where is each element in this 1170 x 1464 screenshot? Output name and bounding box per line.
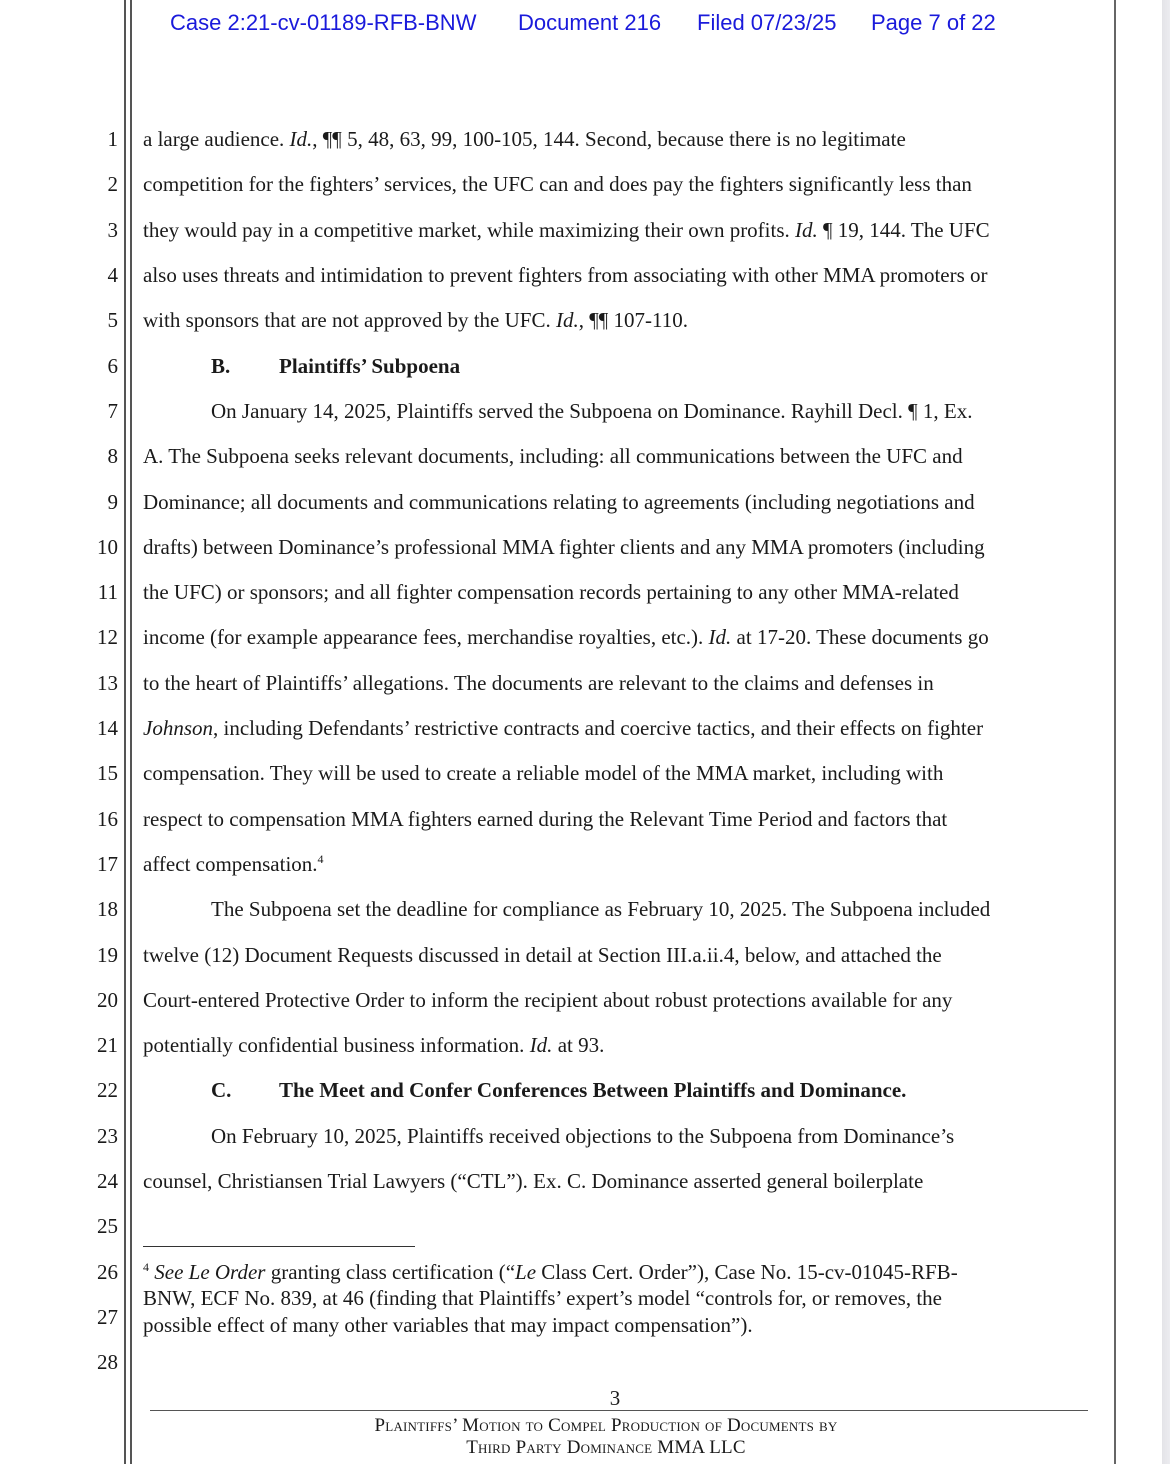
text-line: respect to compensation MMA fighters earned during the Relevant Time Period and factors that bbox=[143, 807, 948, 831]
footer-title-line1: Plaintiffs’ Motion to Compel Production of Documents by bbox=[374, 1415, 838, 1436]
line-number: 24 bbox=[97, 1169, 118, 1193]
document-number: Document 216 bbox=[518, 10, 662, 35]
section-heading-c: C. The Meet and Confer Conferences Between Plaintiffs and Dominance. bbox=[211, 1078, 907, 1102]
text-line: counsel, Christiansen Trial Lawyers (“CTL”). Ex. C. Dominance asserted general boilerplate bbox=[143, 1169, 924, 1193]
text-line: also uses threats and intimidation to prevent fighters from associating with other MMA promoters or bbox=[143, 263, 988, 287]
text-line: the UFC) or sponsors; and all fighter compensation records pertaining to any other MMA-related bbox=[143, 580, 959, 604]
text-line: A. The Subpoena seeks relevant documents, including: all communications between the UFC and bbox=[143, 444, 963, 468]
line-number: 17 bbox=[97, 852, 118, 876]
line-number: 25 bbox=[97, 1214, 118, 1238]
line-number: 21 bbox=[97, 1033, 118, 1057]
line-number: 18 bbox=[97, 897, 118, 921]
line-number: 11 bbox=[97, 580, 118, 604]
footnote-line: BNW, ECF No. 839, at 46 (finding that Plaintiffs’ expert’s model “controls for, or removes, the bbox=[143, 1286, 942, 1310]
text-line: to the heart of Plaintiffs’ allegations. The documents are relevant to the claims and defenses in bbox=[143, 671, 934, 695]
text-line: potentially confidential business information. Id. at 93. bbox=[143, 1033, 605, 1057]
viewer-edge bbox=[1162, 0, 1170, 1464]
text-line: income (for example appearance fees, merchandise royalties, etc.). Id. at 17-20. These documents go bbox=[143, 625, 989, 649]
text-line: Court-entered Protective Order to inform the recipient about robust protections available for any bbox=[143, 988, 953, 1012]
line-number: 22 bbox=[97, 1078, 118, 1102]
line-number: 5 bbox=[107, 308, 118, 332]
line-number: 20 bbox=[97, 988, 118, 1012]
right-margin-rule bbox=[1114, 0, 1116, 1464]
line-number: 15 bbox=[97, 761, 118, 785]
case-number: Case 2:21-cv-01189-RFB-BNW bbox=[170, 10, 477, 35]
line-number: 26 bbox=[97, 1260, 118, 1284]
line-number: 19 bbox=[97, 943, 118, 967]
line-number: 16 bbox=[97, 807, 118, 831]
text-line: On January 14, 2025, Plaintiffs served the Subpoena on Dominance. Rayhill Decl. ¶ 1, Ex. bbox=[211, 399, 973, 423]
text-line: Dominance; all documents and communications relating to agreements (including negotiations and bbox=[143, 490, 975, 514]
line-number: 1 bbox=[107, 127, 118, 151]
line-number: 6 bbox=[107, 354, 118, 378]
line-number: 2 bbox=[107, 172, 118, 196]
line-number: 23 bbox=[97, 1124, 118, 1148]
footnote-line: $^4$ See Le Order granting class certification (“Le Class Cert. Order”), Case No. 15-cv-01045-RFB- bbox=[143, 1260, 958, 1284]
footnote-ref[interactable]: 4 bbox=[317, 852, 324, 866]
line-number: 14 bbox=[97, 716, 118, 740]
page-number: 3 bbox=[609, 1386, 621, 1410]
text-line: compensation. They will be used to create a reliable model of the MMA market, including with bbox=[143, 761, 944, 785]
line-number: 13 bbox=[97, 671, 118, 695]
text-line: affect compensation.$^4$ bbox=[143, 852, 324, 876]
page-indicator: Page 7 of 22 bbox=[871, 10, 996, 35]
text-line: On February 10, 2025, Plaintiffs received objections to the Subpoena from Dominance’s bbox=[211, 1124, 955, 1148]
left-margin-rule bbox=[124, 0, 126, 1464]
text-line: drafts) between Dominance’s professional MMA fighter clients and any MMA promoters (including bbox=[143, 535, 985, 559]
footer-title-line2: Third Party Dominance MMA LLC bbox=[466, 1437, 746, 1458]
filed-date: Filed 07/23/25 bbox=[697, 10, 837, 35]
text-line: competition for the fighters’ services, the UFC can and does pay the fighters significantly less than bbox=[143, 172, 972, 196]
text-line: The Subpoena set the deadline for compliance as February 10, 2025. The Subpoena included bbox=[211, 897, 991, 921]
line-number: 9 bbox=[107, 490, 118, 514]
line-number: 7 bbox=[107, 399, 118, 423]
text-line: twelve (12) Document Requests discussed in detail at Section III.a.ii.4, below, and attached the bbox=[143, 943, 942, 967]
line-number: 10 bbox=[97, 535, 118, 559]
line-number: 12 bbox=[97, 625, 118, 649]
line-number: 3 bbox=[107, 218, 118, 242]
left-margin-rule-inner bbox=[130, 0, 132, 1464]
footnote-line: possible effect of many other variables that may impact compensation”). bbox=[143, 1313, 753, 1337]
section-heading-b: B. Plaintiffs’ Subpoena bbox=[211, 354, 461, 378]
text-line: they would pay in a competitive market, while maximizing their own profits. Id. ¶ 19, 144. The UFC bbox=[143, 218, 990, 242]
footnote-separator bbox=[143, 1246, 415, 1247]
text-line: a large audience. Id., ¶¶ 5, 48, 63, 99, 100-105, 144. Second, because there is no legitimate bbox=[143, 127, 906, 151]
line-number: 4 bbox=[107, 263, 118, 287]
text-line: Johnson, including Defendants’ restrictive contracts and coercive tactics, and their effects on fighter bbox=[143, 716, 984, 740]
footer-rule bbox=[150, 1410, 1088, 1411]
text-line: with sponsors that are not approved by the UFC. Id., ¶¶ 107-110. bbox=[143, 308, 688, 332]
line-number: 27 bbox=[97, 1305, 118, 1329]
line-number: 8 bbox=[107, 444, 118, 468]
line-number: 28 bbox=[97, 1350, 118, 1374]
